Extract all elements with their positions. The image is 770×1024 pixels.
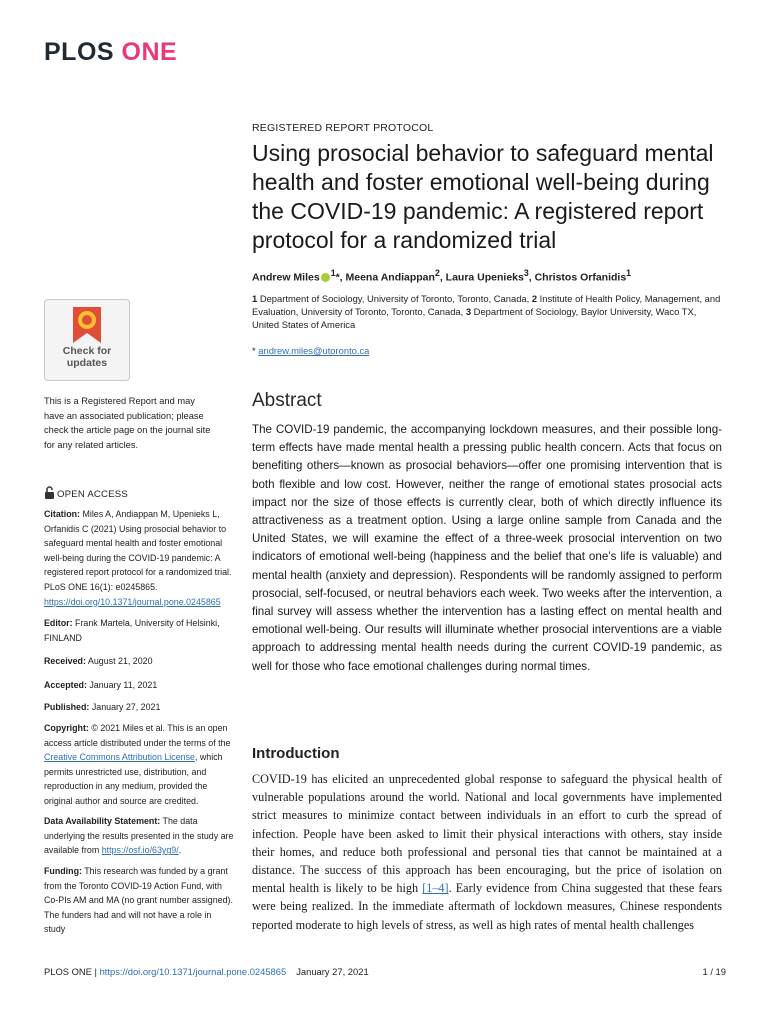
- corresponding-mark: *,: [335, 271, 346, 284]
- osf-data-link[interactable]: https://osf.io/63yg9/: [101, 845, 179, 856]
- open-access-label: OPEN ACCESS: [57, 489, 128, 500]
- footer-journal: PLOS ONE: [44, 966, 92, 977]
- affiliation-text: Department of Sociology, Baylor University, Waco TX, United States of America: [252, 306, 697, 330]
- citation-label: Citation:: [44, 509, 80, 519]
- affiliation-text: Department of Sociology, University of Toronto, Toronto, Canada,: [257, 293, 532, 304]
- editor-label: Editor:: [44, 618, 73, 628]
- logo-plos: PLOS: [44, 38, 115, 66]
- accepted-label: Accepted:: [44, 680, 87, 690]
- abstract-heading: Abstract: [252, 390, 322, 411]
- footer-date: January 27, 2021: [296, 966, 369, 977]
- license-link[interactable]: Creative Commons Attribution License: [44, 752, 195, 763]
- affiliation-number: 3: [465, 306, 472, 317]
- logo-one: ONE: [121, 38, 178, 66]
- bookmark-ribbon-icon: [67, 305, 107, 345]
- abstract-text: The COVID-19 pandemic, the accompanying lockdown measures, and their possible long-term effects have made mental health a pressing public health concern. Acts that focus on benefiting others—known as prosocial behaviors—offer one promising intervention that is both flexible and low cost. However, neither the range of emotional states prosocial acts impact nor the size of those effects is currently clear, both of which directly influence its attractiveness as a treatment option. Using a large online sample from Canada and the United States, we will examine the effect of a three-week prosocial intervention on two indicators of emotional well-being (happiness and the belief that one’s life is valuable) and mental health (anxiety and depression). Respondents will be randomly assigned to perform prosocial, self-focused, or neutral behaviors each week. Two weeks after the intervention, a final survey will assess whether the intervention has a lasting effect on mental health and emotional well-being. Our results will illuminate whether prosocial interventions are a viable approach to addressing mental health needs during the current COVID-19 pandemic, as well for those who face emotional challenges during normal times.: [252, 423, 722, 673]
- affiliation-number: 1: [252, 293, 258, 304]
- corresponding-mark: *: [252, 345, 259, 356]
- intro-text-part: COVID-19 has elicited an unprecedented global response to safeguard the physical health of vulnerable populations around the world. National and local governments have implemented strict measures to minimize contact between individuals in an effort to curb the spread of infection. People have been asked to limit their physical interactions with others, stay inside their homes, and reduce both professional and personal ties that cannot be maintained at a distance. The success of this approach has been encouraging, but the price of isolation on mental health is likely to be high: [252, 772, 722, 896]
- citation-text: Miles A, Andiappan M, Upenieks L, Orfanidis C (2021) Using prosocial behavior to safeguard mental health and foster emotional well-being during the COVID-19 pandemic: A registered report protocol for a randomized trial. PLoS ONE 16(1): e0245865.: [44, 509, 232, 592]
- accepted-block: [44, 678, 234, 693]
- page-number: 1 / 19: [702, 966, 726, 977]
- copyright-text: © 2021 Miles et al. This is an open access article distributed under the terms of the: [44, 723, 231, 748]
- received-label: Received:: [44, 656, 86, 666]
- affiliation-number: 2: [531, 293, 538, 304]
- corresponding-author: [252, 345, 369, 356]
- citation-block: [44, 507, 234, 609]
- author-name[interactable]: Meena Andiappan: [345, 271, 435, 284]
- editor-block: [44, 616, 234, 645]
- author-affiliation-sup: 1: [330, 268, 336, 278]
- affiliations: [252, 292, 722, 331]
- data-availability-block: [44, 814, 234, 858]
- orcid-icon[interactable]: [321, 273, 330, 282]
- author-affiliation-sup: 1: [626, 268, 632, 278]
- citation-doi-link[interactable]: https://doi.org/10.1371/journal.pone.0245865: [44, 596, 221, 607]
- corresponding-email-link[interactable]: andrew.miles@utoronto.ca: [258, 345, 370, 356]
- reference-link[interactable]: [1–4]: [422, 881, 449, 896]
- data-availability-text: The data underlying the results presented in the study are available from: [44, 816, 234, 856]
- author-list: [252, 268, 732, 284]
- accepted-date: January 11, 2021: [86, 680, 158, 690]
- footer-separator: |: [91, 966, 100, 977]
- registered-report-note: This is a Registered Report and may have an associated publication; please check the article page on the journal site for any related articles.: [44, 396, 211, 450]
- funding-text: This research was funded by a grant from the Toronto COVID-19 Action Fund, with Co-PIs AM and MA (no grant number assigned). The funders had and will not have a role in study: [44, 866, 233, 935]
- published-block: [44, 700, 234, 715]
- footer-citation: [44, 966, 369, 977]
- journal-logo[interactable]: [44, 38, 177, 67]
- open-access-badge: [44, 486, 128, 500]
- check-for-updates-label: Check for updates: [62, 345, 112, 369]
- editor-text: Frank Martela, University of Helsinki, FINLAND: [44, 618, 220, 643]
- author-name[interactable]: Andrew Miles: [252, 271, 320, 284]
- published-label: Published:: [44, 702, 90, 712]
- received-block: [44, 654, 234, 669]
- copyright-label: Copyright:: [44, 723, 89, 733]
- funding-block: [44, 864, 234, 937]
- data-availability-label: Data Availability Statement:: [44, 816, 161, 826]
- footer-doi-link[interactable]: https://doi.org/10.1371/journal.pone.0245865: [99, 966, 287, 977]
- copyright-text: , which permits unrestricted use, distribution, and reproduction in any medium, provided the original author and source are credited.: [44, 752, 223, 806]
- introduction-heading: Introduction: [252, 745, 340, 762]
- introduction-text: [252, 770, 722, 934]
- author-name[interactable]: , Laura Upenieks: [439, 271, 524, 284]
- author-affiliation-sup: 3: [523, 268, 529, 278]
- data-availability-end: .: [178, 845, 182, 856]
- author-name[interactable]: , Christos Orfanidis: [528, 271, 627, 284]
- article-type: REGISTERED REPORT PROTOCOL: [252, 122, 434, 134]
- check-for-updates-button[interactable]: [44, 299, 130, 381]
- received-date: August 21, 2020: [85, 656, 153, 666]
- open-lock-icon: [44, 486, 55, 499]
- intro-text-part: . Early evidence from China suggested that these fears were being realized. In the immediate aftermath of lockdown measures, Chinese respondents reported moderate to high levels of stress, as well as high rates of mental health challenges: [252, 881, 723, 932]
- funding-label: Funding:: [44, 866, 82, 876]
- published-date: January 27, 2021: [89, 702, 161, 712]
- author-affiliation-sup: 2: [434, 268, 440, 278]
- copyright-block: [44, 721, 234, 809]
- affiliation-text: Institute of Health Policy, Management, and Evaluation, University of Toronto, Toronto, Canada,: [252, 293, 721, 317]
- article-title: Using prosocial behavior to safeguard mental health and foster emotional well-being during the COVID-19 pandemic: A registered report protocol for a randomized trial: [252, 140, 714, 253]
